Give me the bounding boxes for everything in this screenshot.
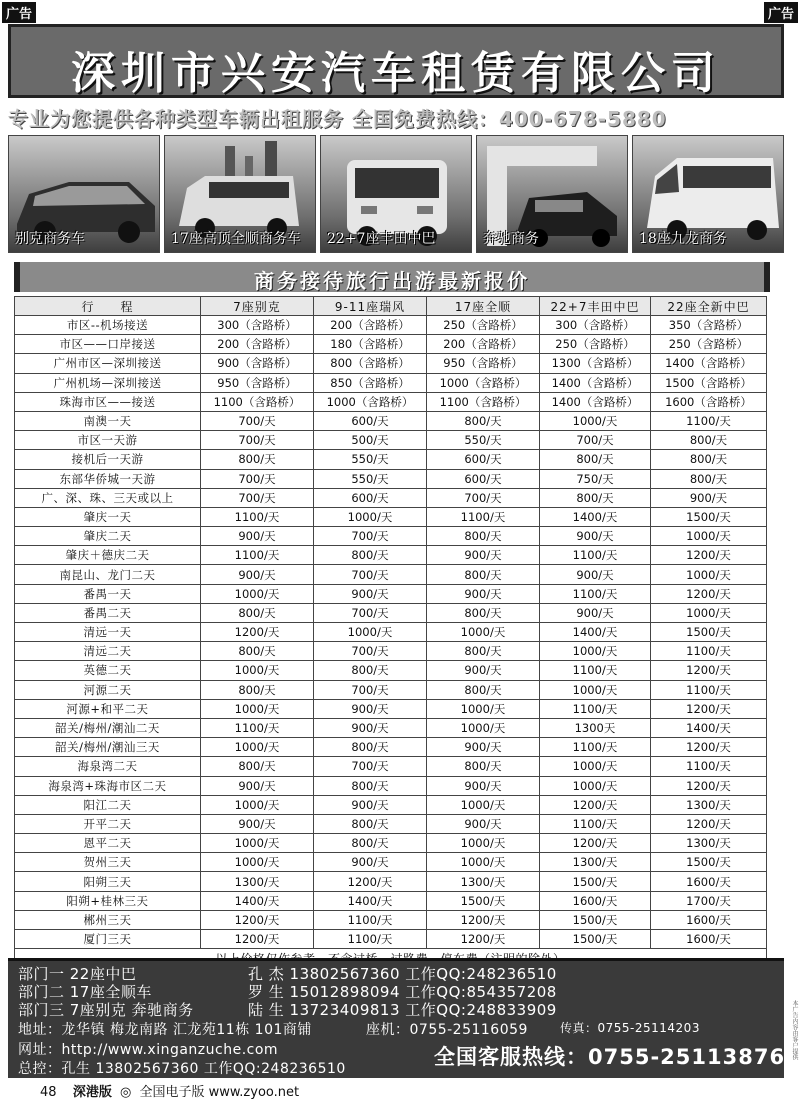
price-cell: 1400/天	[201, 891, 314, 910]
site-link[interactable]: 全国电子版 www.zyoo.net	[139, 1085, 300, 1100]
price-table	[14, 296, 767, 969]
page-footer	[40, 1081, 299, 1100]
price-cell: 900/天	[427, 661, 540, 680]
table-row	[15, 431, 767, 450]
ad-tag-right: 广告	[764, 2, 798, 23]
route-cell: 南昆山、龙门二天	[15, 565, 201, 584]
price-cell: 900/天	[540, 527, 651, 546]
route-cell: 阳朔三天	[15, 872, 201, 891]
price-cell: 1100（含路桥）	[201, 392, 314, 411]
price-cell: 900/天	[201, 814, 314, 833]
price-cell: 900/天	[651, 488, 767, 507]
price-cell: 800/天	[651, 431, 767, 450]
photo-caption: 18座九龙商务	[639, 231, 727, 247]
table-row	[15, 488, 767, 507]
price-cell: 900/天	[540, 565, 651, 584]
price-cell: 900/天	[314, 795, 427, 814]
table-row	[15, 469, 767, 488]
price-cell: 1000/天	[201, 738, 314, 757]
price-cell: 800/天	[651, 469, 767, 488]
price-cell: 200（含路桥）	[427, 335, 540, 354]
price-cell: 550/天	[314, 450, 427, 469]
route-cell: 郴州三天	[15, 910, 201, 929]
price-cell: 750/天	[540, 469, 651, 488]
price-cell: 900/天	[314, 718, 427, 737]
route-cell: 恩平二天	[15, 834, 201, 853]
col-header: 17座全顺	[427, 297, 540, 316]
table-row	[15, 507, 767, 526]
price-cell: 1200/天	[201, 910, 314, 929]
table-row	[15, 814, 767, 833]
table-row	[15, 565, 767, 584]
photo-benz	[476, 135, 628, 253]
address: 地址：龙华镇 梅龙南路 汇龙苑11栋 101商铺	[18, 1022, 312, 1038]
price-cell: 550/天	[314, 469, 427, 488]
dept1-label: 部门一 22座中巴	[18, 965, 137, 983]
route-cell: 清远二天	[15, 642, 201, 661]
table-row	[15, 872, 767, 891]
price-cell: 800/天	[427, 642, 540, 661]
price-cell: 1200/天	[651, 699, 767, 718]
price-cell: 1400/天	[314, 891, 427, 910]
price-banner	[14, 262, 770, 292]
price-cell: 1400（含路桥）	[540, 373, 651, 392]
price-table-body	[15, 316, 767, 969]
price-cell: 800/天	[201, 603, 314, 622]
edition-logo-icon: ◎	[119, 1085, 132, 1100]
price-cell: 950（含路桥）	[201, 373, 314, 392]
route-cell: 阳朔+桂林三天	[15, 891, 201, 910]
col-header: 22+7丰田中巴	[540, 297, 651, 316]
price-cell: 900/天	[427, 584, 540, 603]
route-cell: 市区一天游	[15, 431, 201, 450]
company-title-band	[8, 24, 784, 98]
price-cell: 1000/天	[651, 565, 767, 584]
price-cell: 800/天	[201, 450, 314, 469]
price-cell: 1300/天	[201, 872, 314, 891]
price-cell: 1000/天	[651, 603, 767, 622]
route-cell: 市区--机场接送	[15, 316, 201, 335]
photo-toyota	[320, 135, 472, 253]
price-cell: 1700/天	[651, 891, 767, 910]
price-cell: 1100/天	[427, 507, 540, 526]
route-cell: 珠海市区——接送	[15, 392, 201, 411]
route-cell: 番禺二天	[15, 603, 201, 622]
ad-tag-left: 广告	[2, 2, 36, 23]
price-cell: 1100/天	[314, 910, 427, 929]
price-cell: 1300（含路桥）	[540, 354, 651, 373]
table-row	[15, 699, 767, 718]
table-row	[15, 392, 767, 411]
price-cell: 1000/天	[427, 623, 540, 642]
price-cell: 1000/天	[201, 853, 314, 872]
table-row	[15, 642, 767, 661]
price-cell: 800/天	[314, 814, 427, 833]
route-cell: 河源二天	[15, 680, 201, 699]
price-cell: 1200/天	[651, 776, 767, 795]
price-cell: 1100/天	[540, 814, 651, 833]
price-cell: 1000/天	[540, 757, 651, 776]
price-cell: 800/天	[427, 411, 540, 430]
price-cell: 800/天	[427, 565, 540, 584]
price-cell: 900/天	[314, 584, 427, 603]
price-cell: 800/天	[314, 661, 427, 680]
price-cell: 900/天	[201, 527, 314, 546]
price-cell: 1500/天	[427, 891, 540, 910]
price-cell: 700/天	[314, 527, 427, 546]
table-row	[15, 546, 767, 565]
price-cell: 1200/天	[427, 930, 540, 949]
price-cell: 700/天	[201, 411, 314, 430]
photo-transit	[164, 135, 316, 253]
price-cell: 1200/天	[651, 661, 767, 680]
price-cell: 300（含路桥）	[540, 316, 651, 335]
vehicle-photos	[8, 135, 784, 253]
photo-caption: 奔驰商务	[483, 231, 539, 247]
route-cell: 东部华侨城一天游	[15, 469, 201, 488]
price-cell: 1600（含路桥）	[651, 392, 767, 411]
price-cell: 800/天	[201, 757, 314, 776]
table-row	[15, 757, 767, 776]
price-cell: 700/天	[201, 431, 314, 450]
price-cell: 1500/天	[651, 623, 767, 642]
route-cell: 接机后一天游	[15, 450, 201, 469]
price-cell: 1100/天	[540, 546, 651, 565]
price-cell: 1200/天	[201, 930, 314, 949]
price-cell: 1500/天	[540, 930, 651, 949]
table-row	[15, 680, 767, 699]
route-cell: 清远一天	[15, 623, 201, 642]
price-cell: 1100/天	[651, 411, 767, 430]
price-cell: 1000/天	[427, 718, 540, 737]
price-cell: 1100/天	[540, 661, 651, 680]
price-cell: 1100/天	[540, 738, 651, 757]
price-cell: 1500/天	[540, 910, 651, 929]
service-hotline-line: 专业为您提供各种类型车辆出租服务 全国免费热线：400-678-5880	[8, 107, 667, 131]
price-cell: 1200/天	[314, 872, 427, 891]
price-cell: 700/天	[314, 565, 427, 584]
price-cell: 900/天	[427, 814, 540, 833]
route-cell: 市区——口岸接送	[15, 335, 201, 354]
price-cell: 1100/天	[201, 718, 314, 737]
price-cell: 800/天	[540, 450, 651, 469]
price-cell: 800/天	[314, 738, 427, 757]
route-cell: 厦门三天	[15, 930, 201, 949]
table-row	[15, 738, 767, 757]
price-cell: 1200/天	[651, 814, 767, 833]
table-row	[15, 373, 767, 392]
price-cell: 800/天	[427, 527, 540, 546]
price-cell: 1300天	[540, 718, 651, 737]
price-cell: 1400/天	[540, 623, 651, 642]
route-cell: 广州机场—深圳接送	[15, 373, 201, 392]
table-row	[15, 527, 767, 546]
price-cell: 800（含路桥）	[314, 354, 427, 373]
dept3-person: 陆 生 13723409813 工作QQ:248833909	[248, 1001, 557, 1019]
price-cell: 1000/天	[201, 661, 314, 680]
price-cell: 250（含路桥）	[651, 335, 767, 354]
price-cell: 1200/天	[427, 910, 540, 929]
price-cell: 1200/天	[651, 546, 767, 565]
route-cell: 河源+和平二天	[15, 699, 201, 718]
price-cell: 850（含路桥）	[314, 373, 427, 392]
price-cell: 800/天	[651, 450, 767, 469]
price-cell: 1600/天	[651, 910, 767, 929]
price-cell: 900/天	[314, 699, 427, 718]
table-row	[15, 910, 767, 929]
price-cell: 1200/天	[651, 738, 767, 757]
table-row	[15, 584, 767, 603]
price-cell: 1300/天	[651, 834, 767, 853]
price-cell: 700/天	[540, 431, 651, 450]
price-cell: 700/天	[201, 469, 314, 488]
price-cell: 1000/天	[540, 642, 651, 661]
price-cell: 1000/天	[540, 776, 651, 795]
price-cell: 200（含路桥）	[314, 316, 427, 335]
price-cell: 800/天	[427, 757, 540, 776]
dept2-person: 罗 生 15012898094 工作QQ:854357208	[248, 983, 557, 1001]
price-cell: 1500/天	[540, 872, 651, 891]
price-cell: 1000/天	[201, 584, 314, 603]
route-cell: 肇庆＋德庆二天	[15, 546, 201, 565]
price-cell: 1500/天	[651, 853, 767, 872]
price-cell: 1000/天	[427, 795, 540, 814]
price-cell: 1100/天	[651, 642, 767, 661]
route-cell: 肇庆一天	[15, 507, 201, 526]
price-cell: 1600/天	[651, 872, 767, 891]
price-cell: 900/天	[314, 853, 427, 872]
price-cell: 1000/天	[314, 623, 427, 642]
side-note: 本广告内容由客户提供	[791, 1000, 798, 1060]
price-cell: 900/天	[427, 546, 540, 565]
price-cell: 250（含路桥）	[540, 335, 651, 354]
price-cell: 900/天	[427, 738, 540, 757]
route-cell: 番禺一天	[15, 584, 201, 603]
table-row	[15, 891, 767, 910]
route-cell: 开平二天	[15, 814, 201, 833]
price-cell: 600/天	[314, 411, 427, 430]
price-cell: 1100/天	[201, 546, 314, 565]
table-row	[15, 661, 767, 680]
dept3-label: 部门三 7座别克 奔驰商务	[18, 1001, 194, 1019]
table-row	[15, 603, 767, 622]
route-cell: 韶关/梅州/潮汕三天	[15, 738, 201, 757]
photo-jiulong	[632, 135, 784, 253]
price-cell: 800/天	[427, 603, 540, 622]
route-cell: 肇庆二天	[15, 527, 201, 546]
manager-contact: 总控：孔生 13802567360 工作QQ:248236510	[18, 1061, 346, 1077]
route-cell: 英德二天	[15, 661, 201, 680]
customer-hotline: 全国客服热线：0755-25113876	[434, 1045, 786, 1069]
price-cell: 900/天	[427, 776, 540, 795]
route-cell: 海泉湾+珠海市区二天	[15, 776, 201, 795]
route-cell: 南澳一天	[15, 411, 201, 430]
price-cell: 1100/天	[201, 507, 314, 526]
price-cell: 1400（含路桥）	[651, 354, 767, 373]
price-cell: 700/天	[201, 488, 314, 507]
price-cell: 800/天	[427, 680, 540, 699]
route-cell: 阳江二天	[15, 795, 201, 814]
price-cell: 1300/天	[651, 795, 767, 814]
table-header-row	[15, 297, 767, 316]
photo-buick	[8, 135, 160, 253]
price-cell: 950（含路桥）	[427, 354, 540, 373]
price-cell: 700/天	[314, 603, 427, 622]
price-cell: 1000/天	[201, 699, 314, 718]
price-cell: 1000/天	[201, 795, 314, 814]
table-row	[15, 834, 767, 853]
price-cell: 1000/天	[540, 680, 651, 699]
price-cell: 1100/天	[651, 680, 767, 699]
price-cell: 700/天	[427, 488, 540, 507]
price-cell: 900/天	[201, 776, 314, 795]
price-cell: 1300/天	[427, 872, 540, 891]
price-cell: 1100/天	[540, 699, 651, 718]
route-cell: 贺州三天	[15, 853, 201, 872]
table-row	[15, 795, 767, 814]
price-cell: 1000/天	[314, 507, 427, 526]
price-cell: 1100（含路桥）	[427, 392, 540, 411]
table-row	[15, 354, 767, 373]
price-cell: 1000/天	[427, 834, 540, 853]
price-cell: 500/天	[314, 431, 427, 450]
price-cell: 1000（含路桥）	[314, 392, 427, 411]
edition-label: 深港版	[72, 1085, 112, 1100]
price-cell: 1400（含路桥）	[540, 392, 651, 411]
price-cell: 700/天	[314, 642, 427, 661]
table-row	[15, 450, 767, 469]
price-cell: 700/天	[314, 680, 427, 699]
price-cell: 800/天	[314, 546, 427, 565]
price-cell: 1100/天	[314, 930, 427, 949]
price-cell: 800/天	[201, 642, 314, 661]
table-row	[15, 718, 767, 737]
price-cell: 600/天	[314, 488, 427, 507]
price-cell: 1600/天	[651, 930, 767, 949]
price-cell: 700/天	[314, 757, 427, 776]
route-cell: 海泉湾二天	[15, 757, 201, 776]
price-cell: 1400/天	[540, 507, 651, 526]
price-cell: 1000（含路桥）	[427, 373, 540, 392]
price-cell: 1500（含路桥）	[651, 373, 767, 392]
price-cell: 200（含路桥）	[201, 335, 314, 354]
price-cell: 600/天	[427, 450, 540, 469]
price-cell: 550/天	[427, 431, 540, 450]
price-cell: 1000/天	[201, 834, 314, 853]
table-row	[15, 930, 767, 949]
price-cell: 1200/天	[540, 795, 651, 814]
route-cell: 广、深、珠、三天或以上	[15, 488, 201, 507]
page-number: 48	[40, 1085, 57, 1100]
dept1-person: 孔 杰 13802567360 工作QQ:248236510	[248, 965, 557, 983]
price-cell: 250（含路桥）	[427, 316, 540, 335]
price-cell: 1200/天	[540, 834, 651, 853]
col-header: 行 程	[15, 297, 201, 316]
price-cell: 1000/天	[651, 527, 767, 546]
table-row	[15, 316, 767, 335]
price-cell: 800/天	[540, 488, 651, 507]
price-cell: 1000/天	[427, 699, 540, 718]
table-row	[15, 776, 767, 795]
col-header: 7座别克	[201, 297, 314, 316]
price-cell: 800/天	[314, 834, 427, 853]
photo-caption: 22+7座丰田中巴	[327, 231, 436, 247]
price-cell: 1400/天	[651, 718, 767, 737]
landline: 座机：0755-25116059	[366, 1022, 528, 1038]
price-cell: 300（含路桥）	[201, 316, 314, 335]
price-cell: 1000/天	[427, 853, 540, 872]
website-link[interactable]: 网址：http://www.xinganzuche.com	[18, 1042, 279, 1058]
price-cell: 900/天	[540, 603, 651, 622]
company-name: 深圳市兴安汽车租赁有限公司	[71, 48, 721, 99]
route-cell: 广州市区—深圳接送	[15, 354, 201, 373]
col-header: 9-11座瑞风	[314, 297, 427, 316]
table-row	[15, 623, 767, 642]
table-row	[15, 853, 767, 872]
price-cell: 1200/天	[651, 584, 767, 603]
price-cell: 600/天	[427, 469, 540, 488]
fax: 传真：0755-25114203	[560, 1021, 700, 1035]
price-cell: 180（含路桥）	[314, 335, 427, 354]
price-cell: 1100/天	[651, 757, 767, 776]
contact-box	[8, 958, 784, 1078]
price-cell: 800/天	[314, 776, 427, 795]
price-title: 商务接待旅行出游最新报价	[254, 269, 530, 293]
dept2-label: 部门二 17座全顺车	[18, 983, 152, 1001]
table-row	[15, 335, 767, 354]
table-row	[15, 411, 767, 430]
price-cell: 1000/天	[540, 411, 651, 430]
price-cell: 1100/天	[540, 584, 651, 603]
price-cell: 800/天	[201, 680, 314, 699]
photo-caption: 别克商务车	[15, 231, 85, 247]
route-cell: 韶关/梅州/潮汕二天	[15, 718, 201, 737]
price-cell: 1200/天	[201, 623, 314, 642]
price-cell: 350（含路桥）	[651, 316, 767, 335]
price-cell: 900（含路桥）	[201, 354, 314, 373]
price-cell: 1600/天	[540, 891, 651, 910]
price-cell: 900/天	[201, 565, 314, 584]
price-cell: 1500/天	[651, 507, 767, 526]
photo-caption: 17座高顶全顺商务车	[171, 231, 301, 247]
price-cell: 1300/天	[540, 853, 651, 872]
col-header: 22座全新中巴	[651, 297, 767, 316]
